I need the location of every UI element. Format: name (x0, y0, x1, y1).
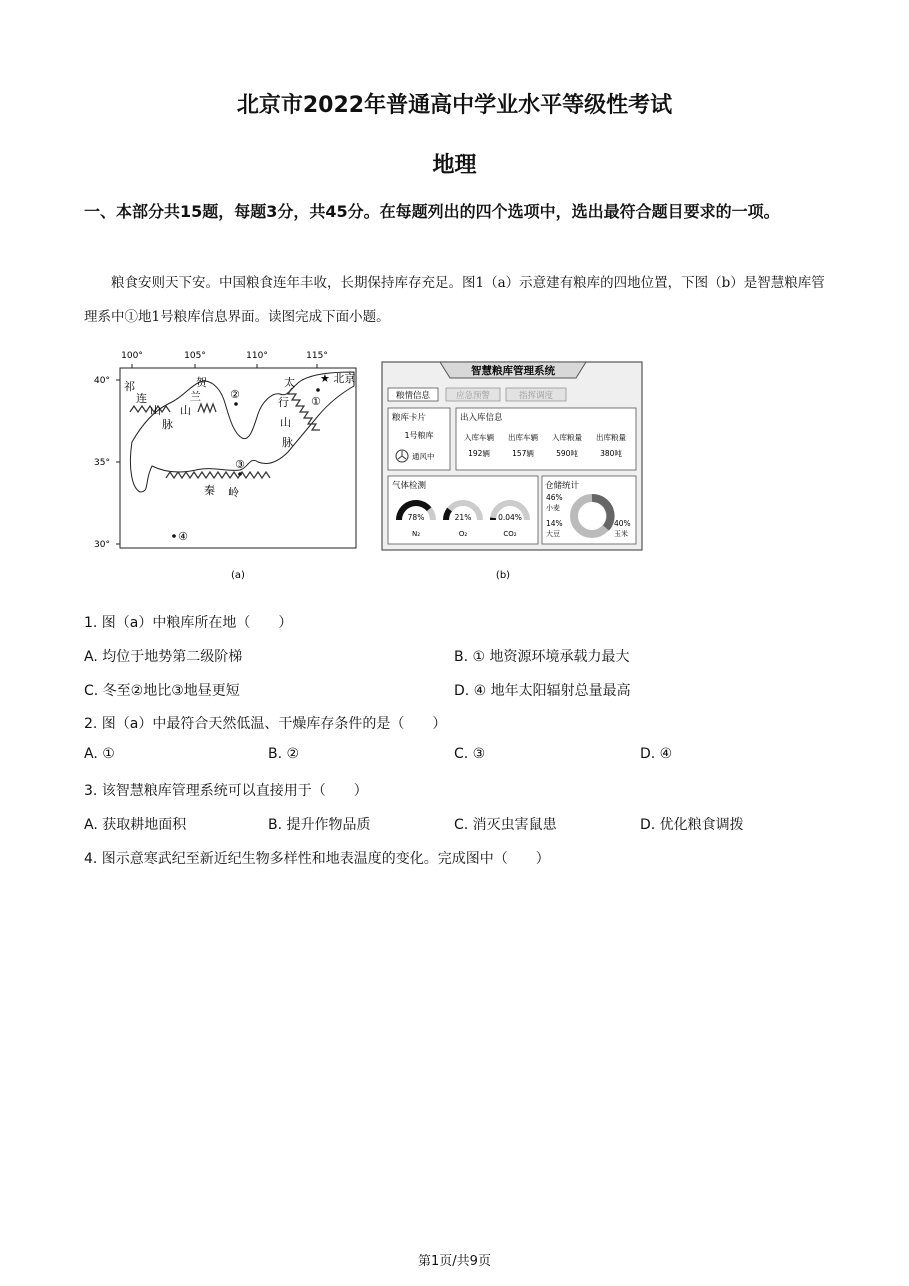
io-value: 380吨 (600, 449, 622, 458)
option[interactable]: B. ① 地资源环境承载力最大 (454, 649, 630, 665)
lat-label: 40° (94, 376, 110, 386)
option[interactable]: A. 获取耕地面积 (84, 817, 187, 833)
storage-value: 40% (614, 519, 631, 528)
io-value: 590吨 (556, 449, 578, 458)
gas-value: 21% (454, 513, 472, 522)
option[interactable]: C. 冬至②地比③地昼更短 (84, 683, 240, 699)
section-heading: 一、本部分共15题，每题3分，共45分。在每题列出的四个选项中，选出最符合题目要求的一项。 (84, 202, 780, 221)
mountain-label: 山 (180, 404, 191, 417)
mountain-label: 兰 (190, 390, 201, 403)
question-stem: 2. 图（a）中最符合天然低温、干燥库存条件的是（ ） (84, 716, 447, 732)
option[interactable]: D. ④ (640, 746, 673, 762)
io-header: 入库粮量 (552, 433, 582, 442)
option[interactable]: B. ② (268, 746, 300, 762)
question-stem: 3. 该智慧粮库管理系统可以直接用于（ ） (84, 783, 368, 799)
option[interactable]: C. 消灭虫害鼠患 (454, 817, 557, 833)
gas-label: CO₂ (503, 530, 517, 538)
mountain-label: 太 (284, 376, 295, 389)
io-header: 出库车辆 (508, 433, 538, 442)
lat-label: 35° (94, 458, 110, 468)
mountain-label: 山 (150, 404, 161, 417)
beijing-label: ★ 北京 (320, 372, 356, 385)
tab-emergency: 应急预警 (455, 391, 491, 401)
site-marker: ② (230, 388, 240, 401)
tab-grain-info: 粮情信息 (395, 391, 431, 401)
option[interactable]: A. 均位于地势第二级阶梯 (84, 649, 243, 665)
io-value: 157辆 (512, 449, 534, 458)
gas-title: 气体检测 (392, 481, 427, 491)
lon-label: 110° (246, 351, 268, 361)
option[interactable]: A. ① (84, 746, 115, 762)
gas-value: 78% (407, 513, 425, 522)
io-header: 出库粮量 (596, 433, 626, 442)
storage-label: 玉米 (614, 530, 628, 538)
figure-a-map (92, 342, 372, 586)
question-stem: 1. 图（a）中粮库所在地（ ） (84, 615, 293, 631)
storage-label: 小麦 (546, 504, 560, 512)
gas-label: N₂ (411, 530, 421, 538)
option[interactable]: D. 优化粮食调拨 (640, 817, 744, 833)
mountain-label: 秦 (204, 484, 215, 497)
card-title: 粮库卡片 (392, 413, 427, 423)
io-title: 出入库信息 (460, 413, 503, 423)
site-marker: ③ (235, 458, 245, 471)
site-marker: ④ (178, 530, 188, 543)
card-status: 通风中 (412, 452, 435, 461)
storage-label: 大豆 (546, 530, 560, 538)
io-value: 192辆 (468, 449, 490, 458)
card-name: 1号粮库 (404, 431, 434, 440)
subject-title: 地理 (432, 153, 477, 178)
gas-value: 0.04% (498, 513, 522, 522)
tab-dispatch: 指挥调度 (518, 391, 554, 401)
mountain-label: 贺 (196, 376, 207, 389)
system-title: 智慧粮库管理系统 (471, 365, 555, 377)
figure-caption: (a) (231, 570, 245, 581)
lon-label: 105° (184, 351, 206, 361)
mountain-label: 脉 (282, 436, 293, 449)
option[interactable]: B. 提升作物品质 (268, 817, 371, 833)
mountain-label: 祁 (124, 380, 135, 393)
io-header: 入库车辆 (464, 433, 494, 442)
figure-b-panel (380, 358, 646, 584)
option[interactable]: D. ④ 地年太阳辐射总量最高 (454, 683, 631, 699)
mountain-label: 岭 (228, 486, 239, 499)
lat-label: 30° (94, 540, 110, 550)
intro-paragraph: 粮食安则天下安。中国粮食连年丰收，长期保持库存充足。图1（a）示意建有粮库的四地位置，下图（b）是智慧粮库管理系中①地1号粮库信息界面。读图完成下面小题。 (84, 275, 825, 325)
storage-value: 14% (546, 519, 563, 528)
question-stem: 4. 图示意寒武纪至新近纪生物多样性和地表温度的变化。完成图中（ ） (84, 851, 550, 867)
page-number: 第1页/共9页 (418, 1254, 491, 1269)
mountain-label: 山 (280, 416, 291, 429)
mountain-label: 连 (136, 392, 147, 405)
figure-caption: (b) (495, 570, 511, 581)
mountain-label: 脉 (162, 418, 173, 431)
storage-value: 46% (546, 493, 563, 502)
option[interactable]: C. ③ (454, 746, 486, 762)
gauge-fill (446, 510, 450, 520)
storage-title: 仓储统计 (545, 481, 580, 491)
lon-label: 100° (121, 351, 143, 361)
mountain-label: 行 (278, 396, 289, 409)
exam-title: 北京市2022年普通高中学业水平等级性考试 (236, 93, 673, 118)
site-marker: ① (311, 395, 321, 408)
gas-label: O₂ (458, 530, 468, 538)
lon-label: 115° (306, 351, 328, 361)
